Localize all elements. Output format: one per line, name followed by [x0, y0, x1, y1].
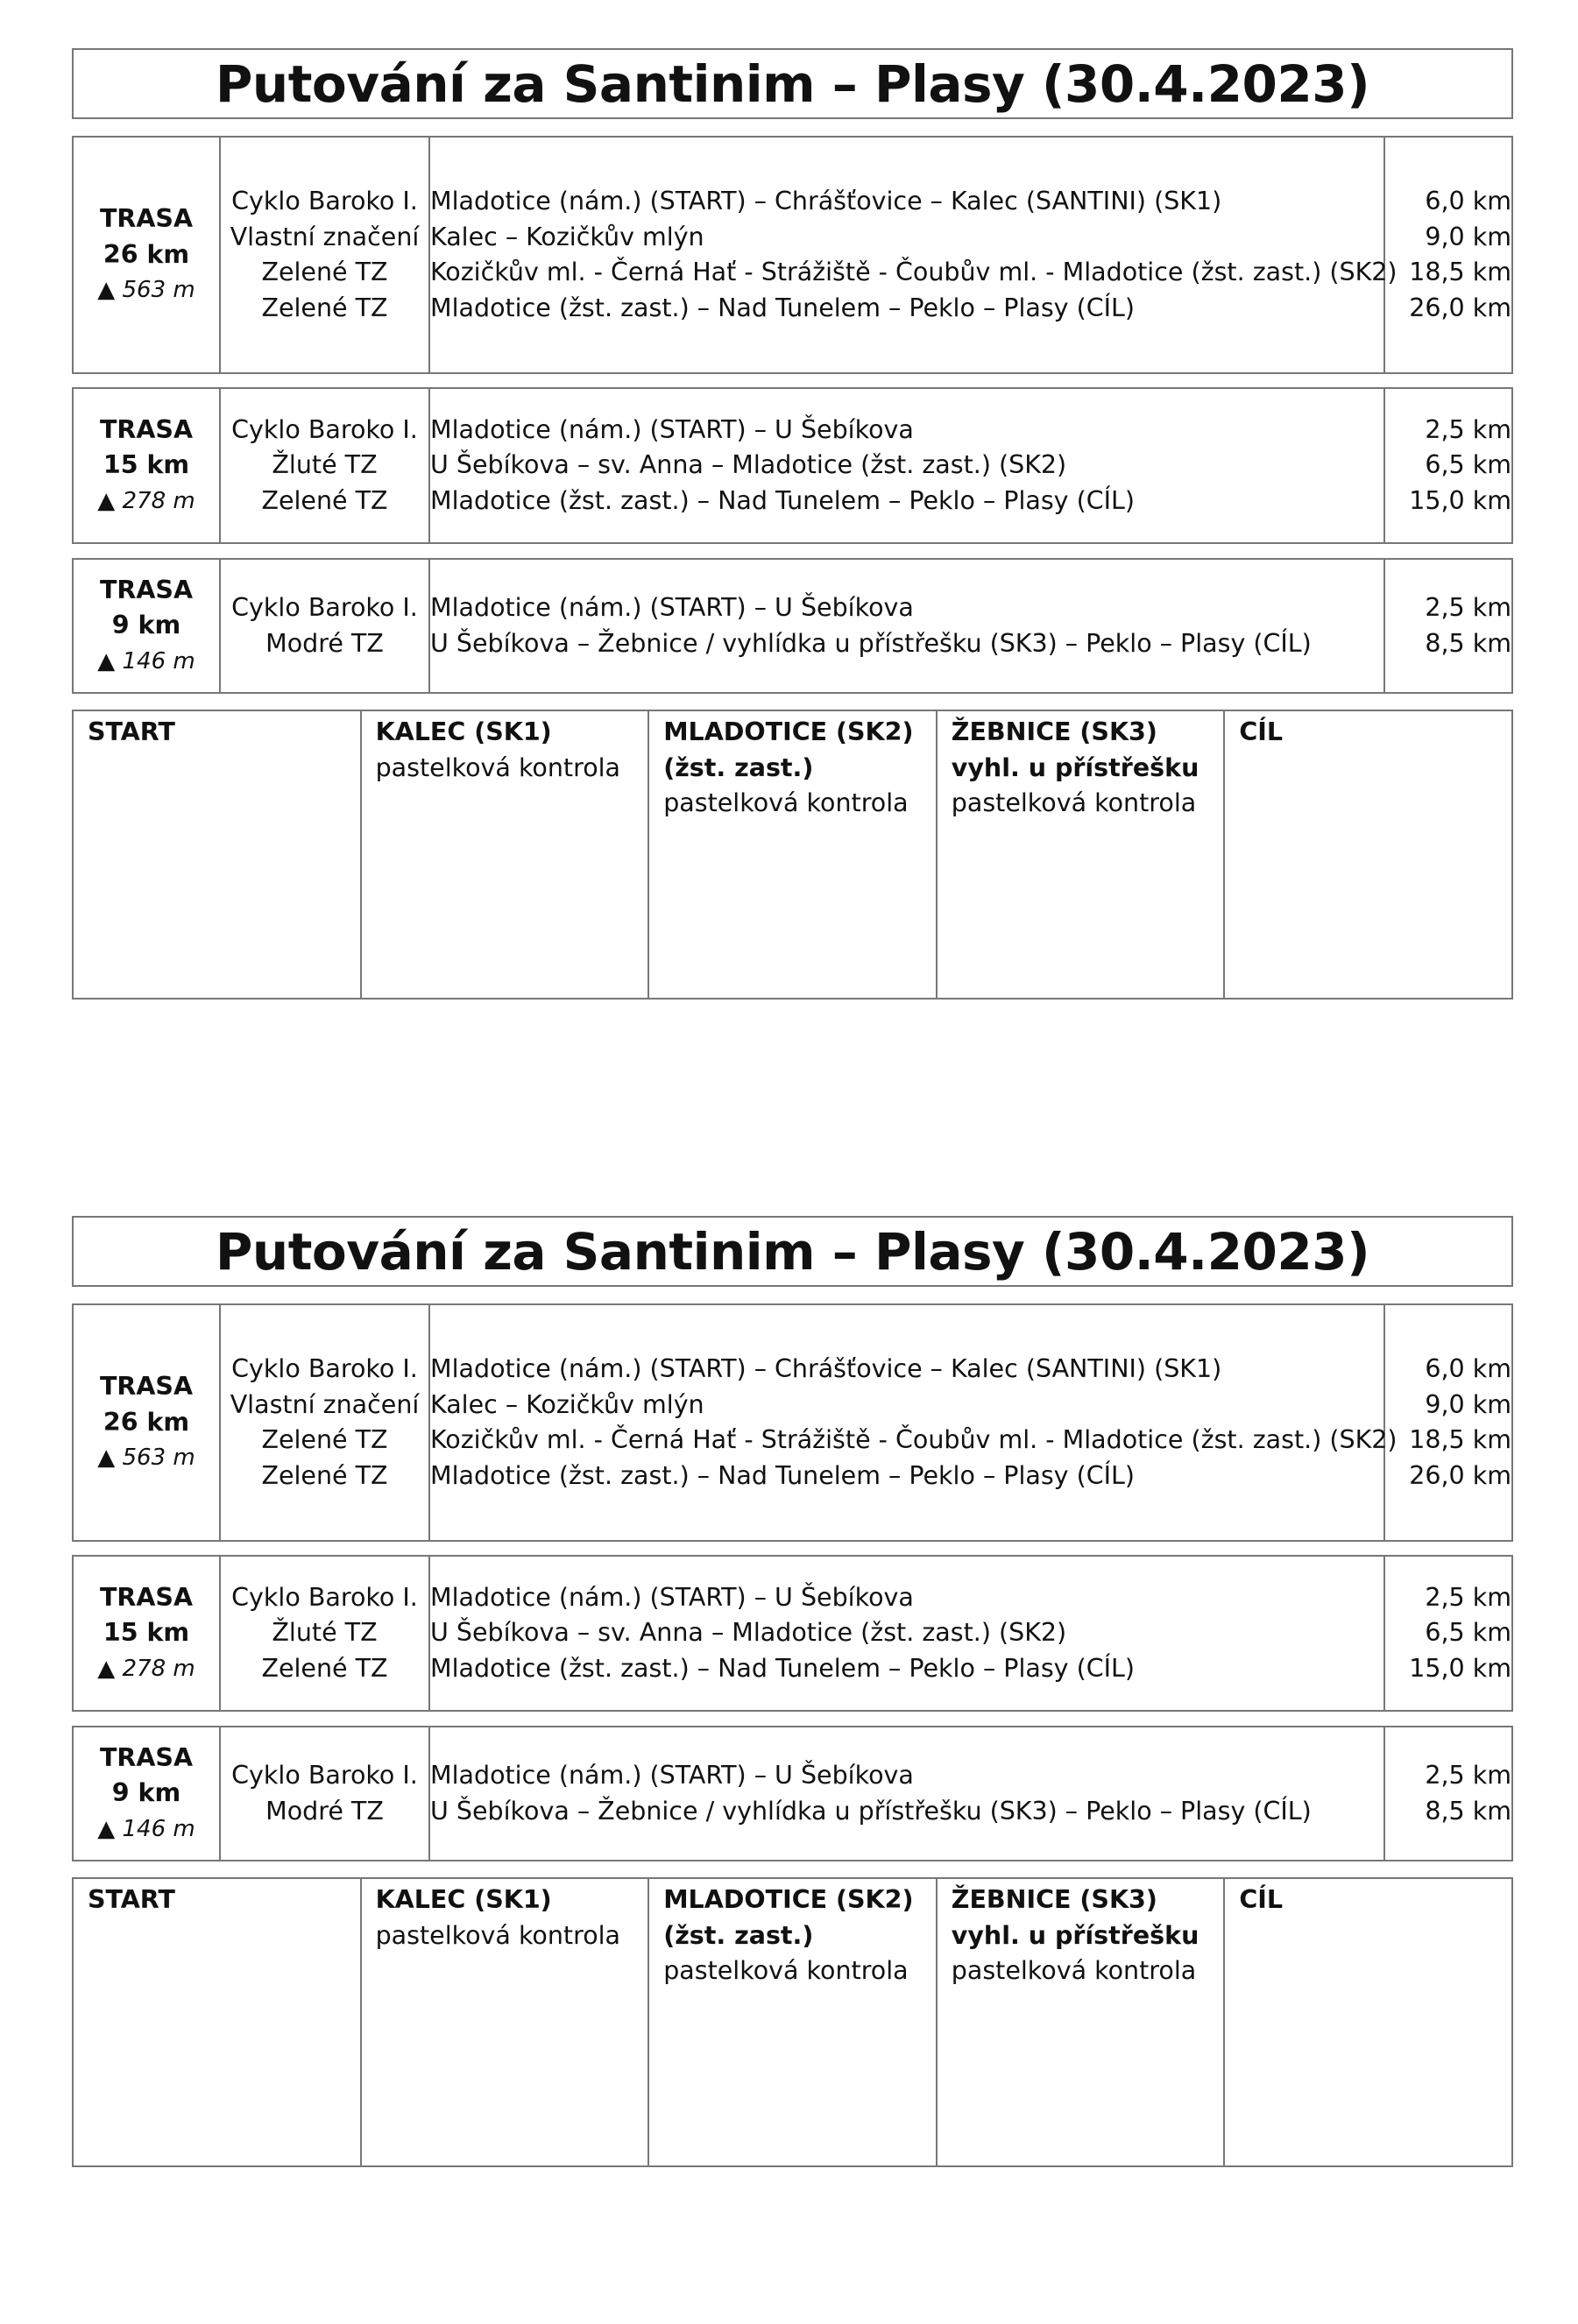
marking-line: Vlastní značení: [230, 222, 420, 251]
marking-line: Žluté TZ: [272, 450, 378, 480]
route-distance: 15 km: [103, 450, 190, 480]
route-markings: [220, 1304, 429, 1541]
route-row: [73, 137, 1512, 373]
route-label: TRASA: [99, 1372, 194, 1402]
checkpoint-heading: ŽEBNICE (SK3): [951, 717, 1157, 746]
checkpoint-zebnice: [937, 710, 1225, 999]
marking-line: Modré TZ: [265, 628, 384, 658]
route-distance: 26 km: [103, 1407, 190, 1437]
checkpoint-start: [73, 1878, 361, 2166]
card-title: Putování za Santinim – Plasy (30.4.2023): [72, 48, 1513, 119]
checkpoint-note: pastelková kontrola: [951, 1956, 1197, 1985]
segment-line: U Šebíkova – Žebnice / vyhlídka u přístřešku (SK3) – Peklo – Plasy (CÍL): [430, 1796, 1312, 1826]
checkpoint-heading: MLADOTICE (SK2): [663, 1885, 914, 1914]
checkpoint-table: [72, 1877, 1513, 2167]
route-row: [73, 1304, 1512, 1541]
route-summary: [73, 1727, 220, 1861]
distance-line: 9,0 km: [1425, 222, 1511, 251]
marking-line: Vlastní značení: [230, 1389, 420, 1419]
distance-line: 26,0 km: [1409, 293, 1511, 322]
route-label: TRASA: [99, 575, 194, 604]
segment-line: Mladotice (nám.) (START) – Chrášťovice – Kalec (SANTINI) (SK1): [430, 187, 1222, 215]
distance-line: 6,5 km: [1425, 1618, 1511, 1648]
route-row: [73, 1556, 1512, 1711]
checkpoint-note: pastelková kontrola: [663, 788, 909, 817]
segment-line: Kozičkův ml. - Černá Hať - Strážiště - Čoubův ml. - Mladotice (žst. zast.) (SK2): [430, 258, 1398, 286]
route-distances: [1384, 388, 1512, 543]
marking-line: Cyklo Baroko I.: [231, 1582, 418, 1612]
route-segments: [429, 1727, 1384, 1861]
checkpoint-kalec: [361, 1878, 649, 2166]
route-elevation: ▲ 563 m: [97, 1445, 195, 1472]
marking-line: Zelené TZ: [261, 1425, 388, 1454]
route-markings: [220, 137, 429, 373]
distance-line: 18,5 km: [1409, 1425, 1511, 1454]
route-row: [73, 388, 1512, 543]
route-summary: [73, 388, 220, 543]
route-table-26km: [72, 1303, 1513, 1542]
distance-line: 6,0 km: [1425, 1354, 1511, 1383]
route-elevation: ▲ 146 m: [97, 647, 195, 675]
checkpoint-note: pastelková kontrola: [663, 1956, 909, 1985]
checkpoint-finish: [1224, 1878, 1512, 2166]
segment-line: Mladotice (nám.) (START) – U Šebíkova: [430, 1761, 914, 1790]
segment-line: Mladotice (žst. zast.) – Nad Tunelem – Peklo – Plasy (CÍL): [430, 293, 1136, 322]
route-segments: [429, 388, 1384, 543]
checkpoint-mladotice: [648, 710, 937, 999]
segment-line: Kalec – Kozičkův mlýn: [430, 222, 704, 251]
segment-line: Mladotice (žst. zast.) – Nad Tunelem – Peklo – Plasy (CÍL): [430, 485, 1136, 515]
checkpoint-subheading: (žst. zast.): [663, 1920, 814, 1950]
route-markings: [220, 1556, 429, 1711]
checkpoint-heading: START: [88, 1885, 175, 1914]
segment-line: Mladotice (žst. zast.) – Nad Tunelem – Peklo – Plasy (CÍL): [430, 1653, 1136, 1683]
route-segments: [429, 1304, 1398, 1541]
distance-line: 2,5 km: [1425, 1761, 1511, 1790]
route-row: [73, 1727, 1512, 1861]
route-distances: [1384, 137, 1512, 373]
checkpoint-zebnice: [937, 1878, 1225, 2166]
marking-line: Cyklo Baroko I.: [231, 187, 418, 215]
route-label: TRASA: [99, 1742, 194, 1772]
route-card: [0, 0, 1578, 1156]
route-summary: [73, 1304, 220, 1541]
route-distances: [1384, 1304, 1512, 1541]
distance-line: 26,0 km: [1409, 1460, 1511, 1490]
marking-line: Zelené TZ: [261, 1460, 388, 1490]
route-elevation: ▲ 563 m: [97, 277, 195, 304]
distance-line: 8,5 km: [1425, 1796, 1511, 1826]
checkpoint-heading: KALEC (SK1): [375, 1885, 552, 1914]
route-segments: [429, 1556, 1384, 1711]
checkpoint-heading: MLADOTICE (SK2): [663, 717, 914, 746]
route-table-15km: [72, 1555, 1513, 1712]
route-row: [73, 559, 1512, 693]
marking-line: Cyklo Baroko I.: [231, 414, 418, 444]
distance-line: 2,5 km: [1425, 1582, 1511, 1612]
route-distance: 15 km: [103, 1618, 190, 1648]
distance-line: 2,5 km: [1425, 593, 1511, 622]
route-distances: [1384, 559, 1512, 693]
route-markings: [220, 559, 429, 693]
checkpoint-subheading: vyhl. u přístřešku: [951, 1920, 1199, 1950]
route-elevation: ▲ 146 m: [97, 1815, 195, 1842]
route-label: TRASA: [99, 414, 194, 444]
route-label: TRASA: [99, 204, 194, 234]
segment-line: U Šebíkova – Žebnice / vyhlídka u přístřešku (SK3) – Peklo – Plasy (CÍL): [430, 628, 1312, 658]
marking-line: Zelené TZ: [261, 1653, 388, 1683]
distance-line: 6,0 km: [1425, 187, 1511, 215]
marking-line: Zelené TZ: [261, 293, 388, 322]
distance-line: 9,0 km: [1425, 1389, 1511, 1419]
route-elevation: ▲ 278 m: [97, 487, 195, 514]
distance-line: 2,5 km: [1425, 414, 1511, 444]
segment-line: Kozičkův ml. - Černá Hať - Strážiště - Čoubův ml. - Mladotice (žst. zast.) (SK2): [430, 1425, 1398, 1454]
checkpoint-subheading: (žst. zast.): [663, 752, 814, 782]
route-markings: [220, 1727, 429, 1861]
route-segments: [429, 137, 1398, 373]
distance-line: 15,0 km: [1409, 485, 1511, 515]
segment-line: Mladotice (nám.) (START) – U Šebíkova: [430, 1582, 914, 1612]
route-markings: [220, 388, 429, 543]
route-distances: [1384, 1556, 1512, 1711]
route-elevation: ▲ 278 m: [97, 1655, 195, 1682]
route-distance: 9 km: [111, 611, 181, 640]
marking-line: Cyklo Baroko I.: [231, 593, 418, 622]
checkpoint-mladotice: [648, 1878, 937, 2166]
route-table-26km: [72, 136, 1513, 374]
checkpoint-note: pastelková kontrola: [951, 788, 1197, 817]
checkpoint-heading: KALEC (SK1): [375, 717, 552, 746]
route-table-9km: [72, 1726, 1513, 1861]
card-title: Putování za Santinim – Plasy (30.4.2023): [72, 1216, 1513, 1287]
marking-line: Žluté TZ: [272, 1618, 378, 1648]
checkpoint-row: [73, 1878, 1512, 2166]
segment-line: Mladotice (nám.) (START) – U Šebíkova: [430, 593, 914, 622]
route-summary: [73, 559, 220, 693]
checkpoint-heading: CÍL: [1239, 717, 1284, 746]
route-distance: 9 km: [111, 1778, 181, 1808]
route-card: [0, 1168, 1578, 2324]
checkpoint-table: [72, 710, 1513, 1000]
route-summary: [73, 1556, 220, 1711]
checkpoint-start: [73, 710, 361, 999]
distance-line: 6,5 km: [1425, 450, 1511, 480]
marking-line: Cyklo Baroko I.: [231, 1354, 418, 1383]
distance-line: 8,5 km: [1425, 628, 1511, 658]
checkpoint-heading: CÍL: [1239, 1885, 1284, 1914]
checkpoint-finish: [1224, 710, 1512, 999]
route-distance: 26 km: [103, 239, 190, 269]
segment-line: Mladotice (nám.) (START) – Chrášťovice – Kalec (SANTINI) (SK1): [430, 1354, 1222, 1383]
route-table-15km: [72, 387, 1513, 544]
segment-line: U Šebíkova – sv. Anna – Mladotice (žst. zast.) (SK2): [430, 1618, 1067, 1648]
route-segments: [429, 559, 1384, 693]
checkpoint-heading: ŽEBNICE (SK3): [951, 1885, 1157, 1914]
marking-line: Zelené TZ: [261, 258, 388, 286]
marking-line: Zelené TZ: [261, 485, 388, 515]
checkpoint-subheading: vyhl. u přístřešku: [951, 752, 1199, 782]
distance-line: 15,0 km: [1409, 1653, 1511, 1683]
route-table-9km: [72, 558, 1513, 694]
distance-line: 18,5 km: [1409, 258, 1511, 286]
checkpoint-note: pastelková kontrola: [375, 752, 621, 782]
checkpoint-note: pastelková kontrola: [375, 1920, 621, 1950]
segment-line: U Šebíkova – sv. Anna – Mladotice (žst. zast.) (SK2): [430, 450, 1067, 480]
checkpoint-heading: START: [88, 717, 175, 746]
checkpoint-row: [73, 710, 1512, 999]
marking-line: Modré TZ: [265, 1796, 384, 1826]
route-label: TRASA: [99, 1582, 194, 1612]
route-distances: [1384, 1727, 1512, 1861]
segment-line: Mladotice (nám.) (START) – U Šebíkova: [430, 414, 914, 444]
checkpoint-kalec: [361, 710, 649, 999]
segment-line: Mladotice (žst. zast.) – Nad Tunelem – Peklo – Plasy (CÍL): [430, 1460, 1136, 1490]
route-summary: [73, 137, 220, 373]
segment-line: Kalec – Kozičkův mlýn: [430, 1389, 704, 1419]
marking-line: Cyklo Baroko I.: [231, 1761, 418, 1790]
